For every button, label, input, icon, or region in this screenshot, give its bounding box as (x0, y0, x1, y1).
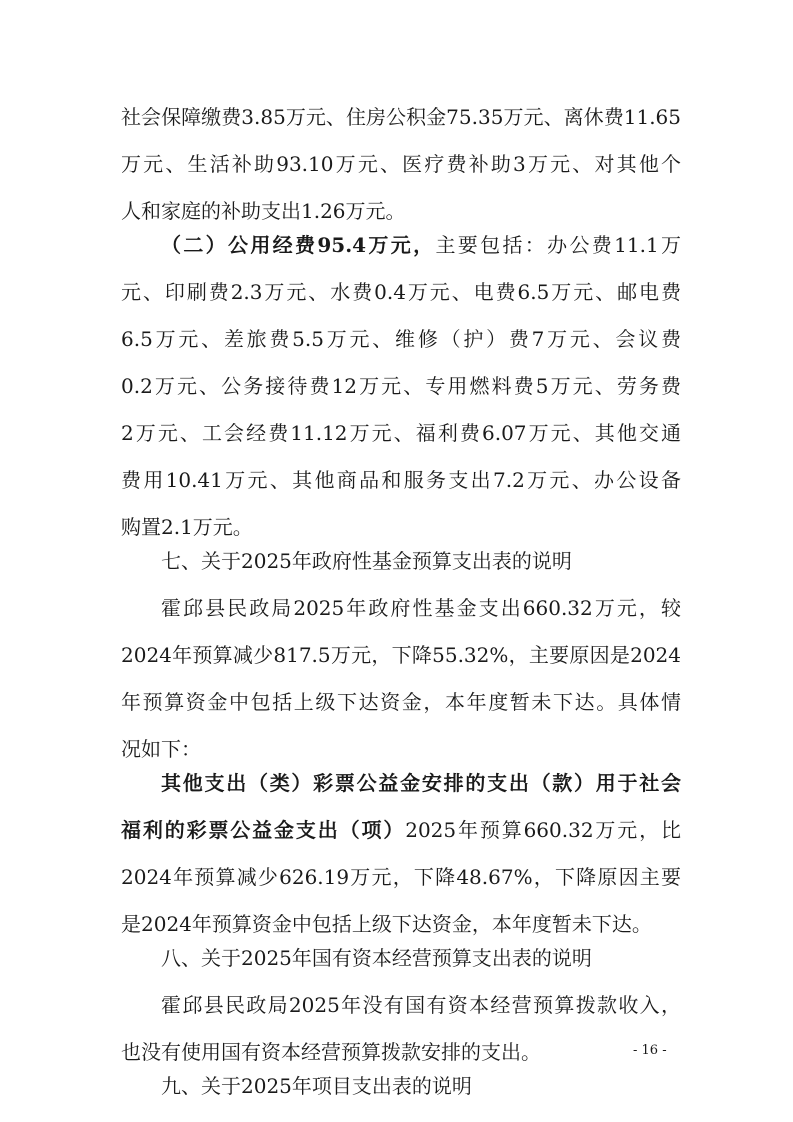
paragraph-line: 购置2.1万元。 (121, 515, 253, 539)
page-number: - 16 - (633, 1043, 667, 1058)
paragraph-line: 霍邱县民政局2025年没有国有资本经营预算拨款收入， (161, 993, 681, 1017)
paragraph-line: 是2024年预算资金中包括上级下达资金，本年度暂未下达。 (121, 912, 652, 936)
section-heading-seven: 七、关于2025年政府性基金预算支出表的说明 (161, 549, 572, 573)
paragraph-line: 况如下： (121, 737, 201, 761)
paragraph-line-public-expenses (161, 225, 681, 265)
public-expenses-heading: （二）公用经费95.4万元， (161, 233, 436, 257)
lottery-fund-budget-text: 2025年预算660.32万元，比 (405, 818, 681, 842)
paragraph-line: 年预算资金中包括上级下达资金，本年度暂未下达。具体情 (121, 690, 681, 714)
paragraph-line: 社会保障缴费3.85万元、住房公积金75.35万元、离休费11.65 (121, 105, 681, 129)
lottery-fund-heading: 其他支出（类）彩票公益金安排的支出（款）用于社会 (161, 771, 681, 795)
paragraph-line: 2024年预算减少626.19万元，下降48.67%，下降原因主要 (121, 865, 681, 889)
paragraph-line: 霍邱县民政局2025年政府性基金支出660.32万元，较 (161, 596, 681, 620)
lottery-fund-item: 福利的彩票公益金支出（项） (121, 818, 406, 842)
paragraph-line: 2万元、工会经费11.12万元、福利费6.07万元、其他交通 (121, 421, 681, 445)
paragraph-line: 0.2万元、公务接待费12万元、专用燃料费5万元、劳务费 (121, 374, 681, 398)
paragraph-line: 2024年预算减少817.5万元，下降55.32%，主要原因是2024 (121, 643, 681, 667)
paragraph-line: 人和家庭的补助支出1.26万元。 (121, 199, 406, 223)
section-heading-eight: 八、关于2025年国有资本经营预算支出表的说明 (161, 946, 592, 970)
section-heading-nine: 九、关于2025年项目支出表的说明 (161, 1074, 472, 1098)
paragraph-line: 6.5万元、差旅费5.5万元、维修（护）费7万元、会议费 (121, 327, 681, 351)
paragraph-line: 也没有使用国有资本经营预算拨款安排的支出。 (121, 1040, 541, 1064)
paragraph-line: 万元、生活补助93.10万元、医疗费补助3万元、对其他个 (121, 152, 681, 176)
paragraph-line: 费用10.41万元、其他商品和服务支出7.2万元、办公设备 (121, 468, 681, 492)
paragraph-line-lottery-fund (121, 810, 681, 850)
paragraph-line: 元、印刷费2.3万元、水费0.4万元、电费6.5万元、邮电费 (121, 280, 681, 304)
public-expenses-text: 主要包括：办公费11.1万 (435, 233, 681, 257)
